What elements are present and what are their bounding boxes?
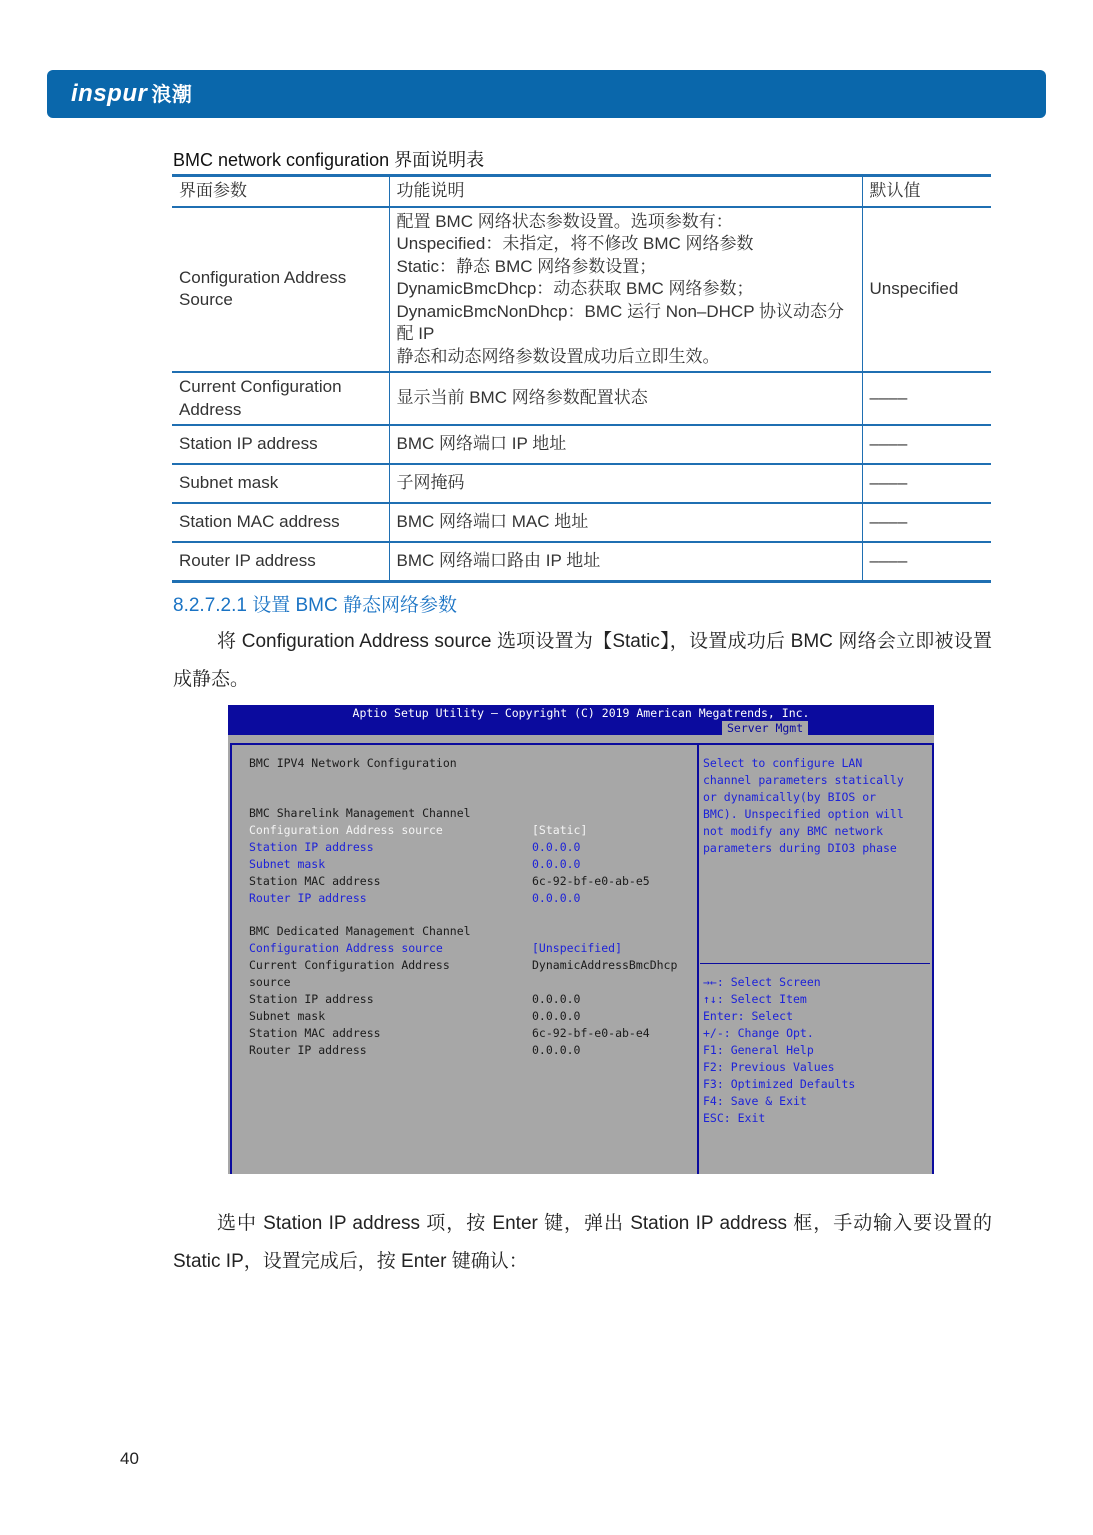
bios-value[interactable]: [Unspecified]: [532, 941, 623, 955]
bios-section-heading: [249, 756, 457, 772]
inspur-logo: [71, 78, 192, 108]
bios-value[interactable]: 0.0.0.0: [532, 840, 581, 854]
param-cell: Subnet mask: [172, 464, 389, 503]
table-row: [172, 542, 991, 581]
bios-value[interactable]: 0.0.0.0: [532, 857, 581, 871]
bios-value: 0.0.0.0: [532, 1043, 581, 1057]
bios-value[interactable]: 0.0.0.0: [532, 891, 581, 905]
param-cell: Station IP address: [172, 425, 389, 464]
bios-info-row: [249, 1026, 650, 1042]
help-line: parameters during DIO3 phase: [703, 841, 897, 855]
desc-cell: BMC 网络端口路由 IP 地址: [389, 542, 862, 581]
param-cell: Router IP address: [172, 542, 389, 581]
bios-value: DynamicAddressBmcDhcp: [532, 958, 678, 972]
key-hint: ↑↓: Select Item: [703, 992, 807, 1006]
key-hint: F2: Previous Values: [703, 1060, 835, 1074]
table-header-row: [172, 176, 991, 207]
section-title: 8.2.7.2.1 设置 BMC 静态网络参数: [173, 595, 458, 616]
help-line: channel parameters statically: [703, 773, 904, 787]
column-header: 功能说明: [389, 176, 862, 207]
key-hint: Enter: Select: [703, 1009, 794, 1023]
bios-label: Configuration Address source: [249, 941, 443, 955]
paragraph: 将 Configuration Address source 选项设置为【Static】，设置成功后 BMC 网络会立即被设置成静态。: [173, 631, 992, 690]
default-cell: ––––: [862, 425, 991, 464]
param-cell: Configuration Address Source: [172, 207, 389, 373]
bios-label: Station MAC address: [249, 874, 381, 888]
bios-option-row[interactable]: [249, 891, 581, 907]
bios-label: Current Configuration Address: [249, 958, 450, 972]
desc-line: DynamicBmcDhcp：动态获取 BMC 网络参数；: [396, 279, 754, 298]
desc-cell: [389, 207, 862, 373]
page-number: 40: [120, 1449, 139, 1468]
table-row: [172, 464, 991, 503]
bios-value: 0.0.0.0: [532, 1009, 581, 1023]
table-caption: BMC network configuration 界面说明表: [173, 150, 485, 170]
bios-label: BMC IPV4 Network Configuration: [249, 756, 457, 770]
key-hint: F4: Save & Exit: [703, 1094, 807, 1108]
bios-value: 6c-92-bf-e0-ab-e4: [532, 1026, 650, 1040]
logo-cn: 浪潮: [151, 84, 193, 106]
bios-info-row: [249, 992, 581, 1008]
bios-key-legend: [703, 974, 855, 1127]
desc-line: DynamicBmcNonDhcp：BMC 运行 Non–DHCP 协议动态分配 IP: [396, 301, 844, 343]
bios-value[interactable]: [Static]: [532, 823, 588, 837]
bios-label: BMC Dedicated Management Channel: [249, 924, 471, 938]
table-row: [172, 207, 991, 373]
bios-title-bar: [228, 705, 934, 735]
bios-value: 6c-92-bf-e0-ab-e5: [532, 874, 650, 888]
param-cell: Current Configuration Address: [172, 372, 389, 425]
bios-help-text: [703, 755, 904, 857]
help-line: not modify any BMC network: [703, 824, 884, 838]
bios-label: Station IP address: [249, 992, 374, 1006]
bios-value: 0.0.0.0: [532, 992, 581, 1006]
column-header: 默认值: [862, 176, 991, 207]
key-hint: +/-: Change Opt.: [703, 1026, 814, 1040]
desc-line: 静态和动态网络参数设置成功后立即生效。: [396, 346, 720, 366]
bios-screenshot: [228, 705, 934, 1174]
logo-text: inspur: [71, 80, 148, 107]
bios-info-row: [249, 958, 678, 974]
paragraph: 选中 Station IP address 项，按 Enter 键，弹出 Station IP address 框，手动输入要设置的 Static IP，设置完成后，按 Enter 键确认：: [173, 1213, 992, 1272]
bios-section-heading: [249, 924, 471, 940]
default-cell: ––––: [862, 542, 991, 581]
bios-label: Router IP address: [249, 891, 367, 905]
table-row: [172, 372, 991, 425]
bios-info-row: [249, 874, 650, 890]
bios-option-row[interactable]: [249, 941, 623, 957]
default-cell: Unspecified: [862, 207, 991, 373]
bios-label: Router IP address: [249, 1043, 367, 1057]
table-row: [172, 425, 991, 464]
bios-divider: [697, 743, 699, 1174]
desc-cell: BMC 网络端口 IP 地址: [389, 425, 862, 464]
help-line: or dynamically(by BIOS or: [703, 790, 877, 804]
bios-help-divider: [700, 963, 930, 964]
default-cell: ––––: [862, 503, 991, 542]
bios-label: Station IP address: [249, 840, 374, 854]
bios-label: Station MAC address: [249, 1026, 381, 1040]
bios-tab-server-mgmt[interactable]: Server Mgmt: [722, 721, 808, 735]
table-row: [172, 503, 991, 542]
bios-info-row: [249, 1009, 581, 1025]
default-cell: ––––: [862, 372, 991, 425]
param-cell: Station MAC address: [172, 503, 389, 542]
bios-label: source: [249, 975, 291, 989]
key-hint: F1: General Help: [703, 1043, 814, 1057]
desc-line: 配置 BMC 网络状态参数设置。选项参数有：: [396, 211, 733, 231]
bios-option-row[interactable]: [249, 823, 588, 839]
bios-info-row: [249, 975, 291, 991]
bios-label: Subnet mask: [249, 1009, 326, 1023]
desc-line: Static：静态 BMC 网络参数设置；: [396, 256, 657, 276]
default-cell: ––––: [862, 464, 991, 503]
bios-info-row: [249, 1043, 581, 1059]
bios-section-heading: [249, 806, 471, 822]
desc-cell: BMC 网络端口 MAC 地址: [389, 503, 862, 542]
desc-cell: 显示当前 BMC 网络参数配置状态: [389, 372, 862, 425]
bios-label: Configuration Address source: [249, 823, 443, 837]
key-hint: F3: Optimized Defaults: [703, 1077, 856, 1091]
bios-option-row[interactable]: [249, 840, 581, 856]
bios-label: BMC Sharelink Management Channel: [249, 806, 471, 820]
desc-line: Unspecified：未指定，将不修改 BMC 网络参数: [396, 234, 754, 253]
bios-option-row[interactable]: [249, 857, 581, 873]
bios-label: Subnet mask: [249, 857, 326, 871]
key-hint: ESC: Exit: [703, 1111, 766, 1125]
column-header: 界面参数: [172, 176, 389, 207]
header-bar: [47, 70, 1046, 118]
help-line: BMC). Unspecified option will: [703, 807, 904, 821]
bios-title: Aptio Setup Utility – Copyright (C) 2019 American Megatrends, Inc.: [352, 706, 810, 720]
desc-cell: 子网掩码: [389, 464, 862, 503]
parameter-table: [172, 174, 991, 583]
help-line: Select to configure LAN: [703, 756, 863, 770]
key-hint: →←: Select Screen: [703, 975, 821, 989]
